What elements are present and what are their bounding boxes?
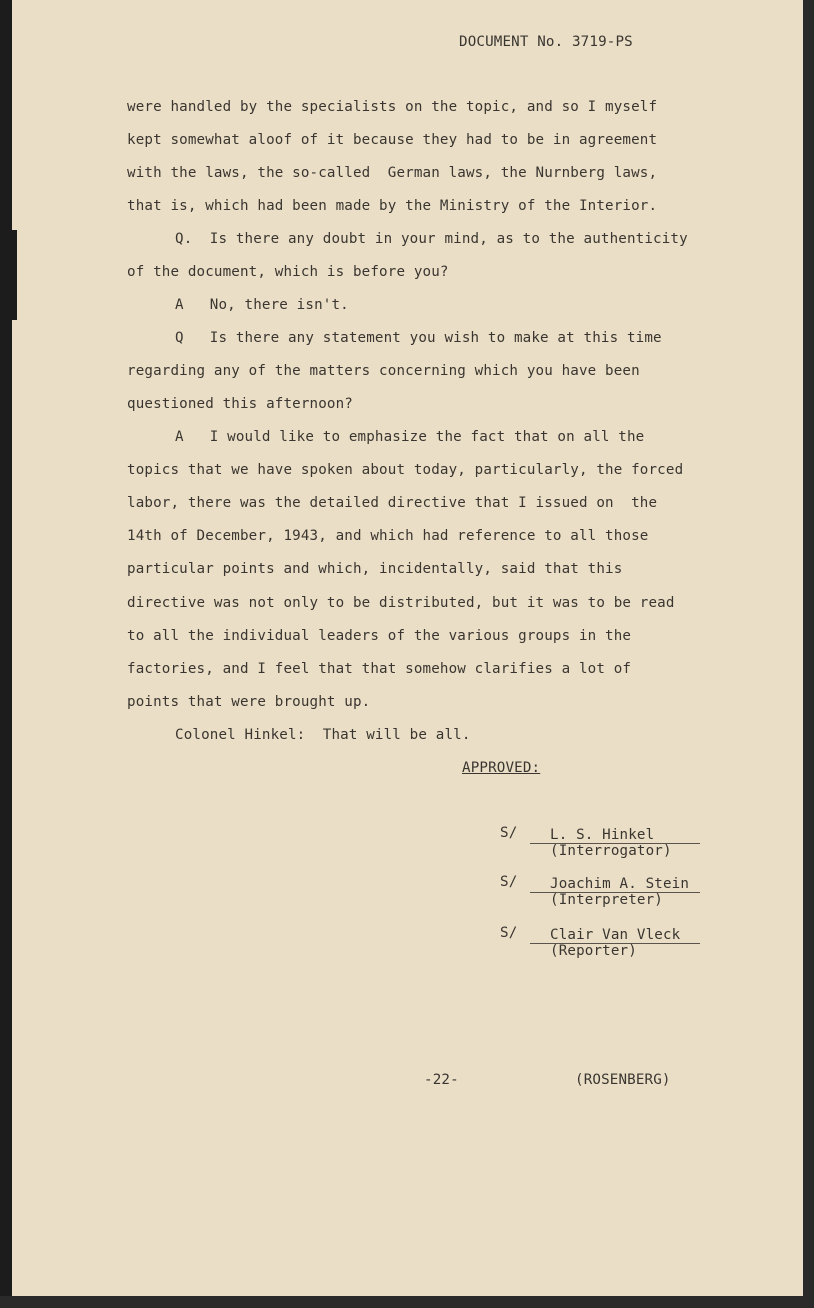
body-line: A I would like to emphasize the fact that on all the [175,429,645,445]
signature-role-reporter: (Reporter) [550,943,637,959]
signature-role-interrogator: (Interrogator) [550,843,672,859]
binding-tab [0,230,17,320]
page-number: -22- [424,1072,459,1088]
body-line: that is, which had been made by the Ministry of the Interior. [127,198,658,214]
body-line: factories, and I feel that that somehow clarifies a lot of [127,661,632,677]
body-line: points that were brought up. [127,694,371,710]
signature-prefix: S/ [500,874,518,890]
document-page [12,0,803,1296]
body-line: with the laws, the so-called German laws, the Nurnberg laws, [127,165,658,181]
body-line: Q Is there any statement you wish to make at this time [175,330,662,346]
signature-prefix: S/ [500,825,518,841]
scan-border-right [803,0,814,1308]
footer-name: (ROSENBERG) [575,1072,671,1088]
body-line: were handled by the specialists on the topic, and so I myself [127,99,658,115]
body-line: regarding any of the matters concerning which you have been [127,363,640,379]
body-line: Q. Is there any doubt in your mind, as to the authenticity [175,231,688,247]
body-line: particular points and which, incidentally, said that this [127,561,623,577]
body-line: labor, there was the detailed directive that I issued on the [127,495,658,511]
signature-role-interpreter: (Interpreter) [550,892,663,908]
body-line: of the document, which is before you? [127,264,449,280]
body-line: questioned this afternoon? [127,396,353,412]
body-line: 14th of December, 1943, and which had reference to all those [127,528,649,544]
signature-prefix: S/ [500,925,518,941]
scan-border-bottom [0,1296,814,1308]
body-line: A No, there isn't. [175,297,349,313]
body-line: kept somewhat aloof of it because they had to be in agreement [127,132,658,148]
document-number: DOCUMENT No. 3719-PS [459,34,633,50]
body-line: topics that we have spoken about today, particularly, the forced [127,462,684,478]
signature-name-interpreter: Joachim A. Stein [550,876,690,892]
signature-name-reporter: Clair Van Vleck [550,927,681,943]
closing-line: Colonel Hinkel: That will be all. [175,727,471,743]
body-line: directive was not only to be distributed, but it was to be read [127,595,675,611]
signature-name-interrogator: L. S. Hinkel [550,827,655,843]
body-line: to all the individual leaders of the various groups in the [127,628,632,644]
approved-label: APPROVED: [462,760,541,776]
